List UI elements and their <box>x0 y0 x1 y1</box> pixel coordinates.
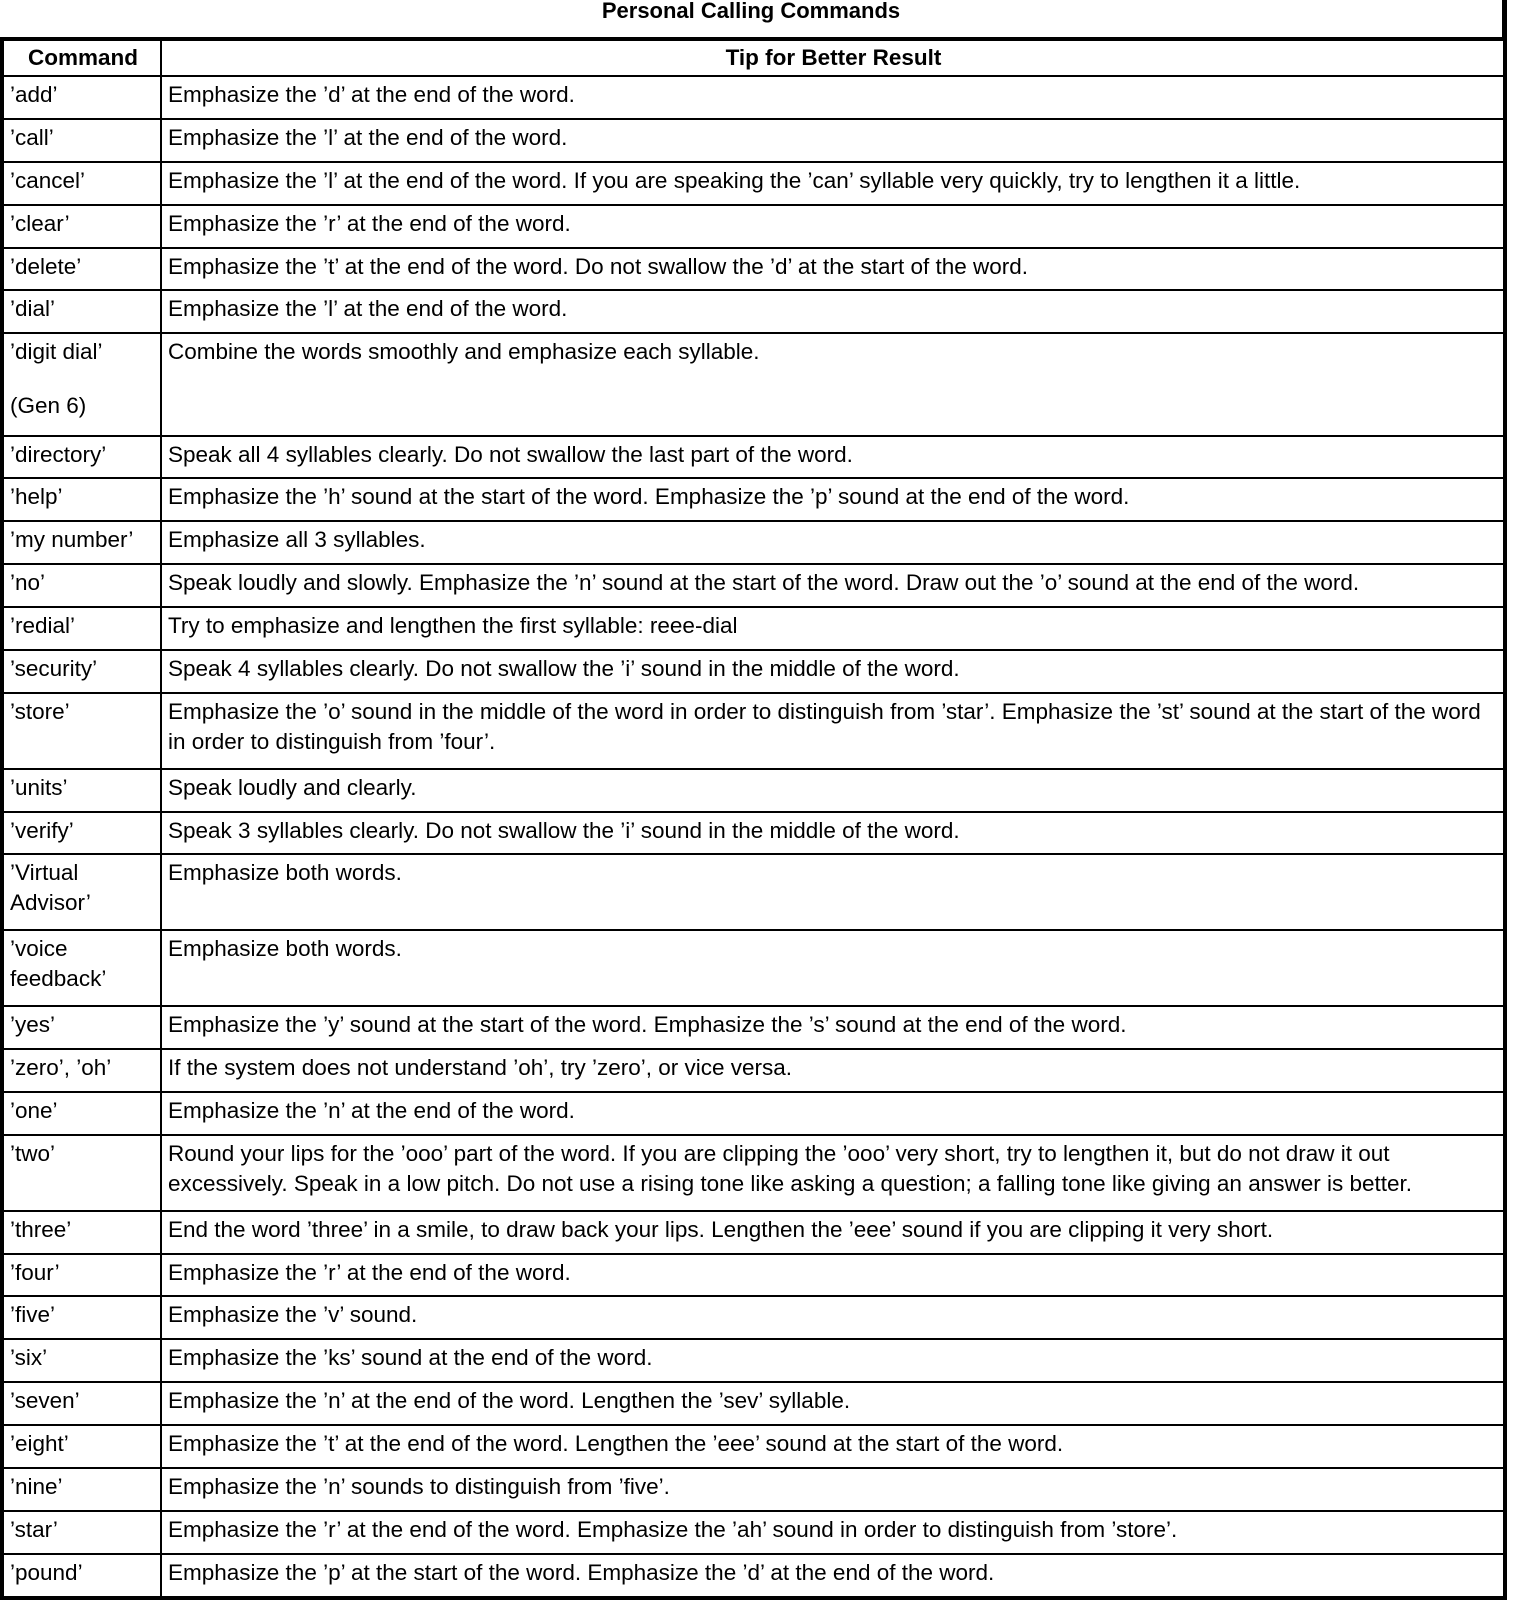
tip-cell: Emphasize both words. <box>161 930 1505 1006</box>
command-cell <box>2 1468 161 1511</box>
command-cell <box>2 1511 161 1554</box>
command-cell <box>2 1425 161 1468</box>
tip-cell: Emphasize the ’r’ at the end of the word. Emphasize the ’ah’ sound in order to distinguish from ’store’. <box>161 1511 1505 1554</box>
tip-cell: Emphasize the ’o’ sound in the middle of the word in order to distinguish from ’star’. Emphasize the ’st’ sound at the start of the word in order to distinguish from ’four’. <box>161 693 1505 769</box>
table-row <box>2 119 1505 162</box>
command-cell <box>2 1296 161 1339</box>
command-cell <box>2 1006 161 1049</box>
command-text: ’store’ <box>10 698 70 724</box>
command-text: ’security’ <box>10 655 98 681</box>
command-text: ’one’ <box>10 1097 58 1123</box>
command-cell <box>2 333 161 435</box>
tip-cell: Emphasize the ’d’ at the end of the word. <box>161 76 1505 119</box>
table-row <box>2 693 1505 769</box>
command-cell <box>2 248 161 291</box>
command-cell <box>2 290 161 333</box>
tip-cell: Speak 4 syllables clearly. Do not swallow the ’i’ sound in the middle of the word. <box>161 650 1505 693</box>
page-title: Personal Calling Commands <box>601 0 901 23</box>
tip-cell: Emphasize the ’p’ at the start of the word. Emphasize the ’d’ at the end of the word. <box>161 1554 1505 1598</box>
table-row <box>2 812 1505 855</box>
table-row <box>2 1468 1505 1511</box>
tip-cell: Emphasize the ’y’ sound at the start of the word. Emphasize the ’s’ sound at the end of the word. <box>161 1006 1505 1049</box>
command-cell <box>2 1092 161 1135</box>
command-cell <box>2 1554 161 1598</box>
tip-cell: Emphasize the ’t’ at the end of the word. Lengthen the ’eee’ sound at the start of the word. <box>161 1425 1505 1468</box>
tip-cell: Speak all 4 syllables clearly. Do not swallow the last part of the word. <box>161 436 1505 479</box>
table-row <box>2 1425 1505 1468</box>
commands-table <box>0 37 1507 1600</box>
tip-cell: Emphasize the ’r’ at the end of the word. <box>161 205 1505 248</box>
command-cell <box>2 769 161 812</box>
command-cell <box>2 521 161 564</box>
table-row <box>2 650 1505 693</box>
tip-cell: Emphasize the ’l’ at the end of the word. <box>161 290 1505 333</box>
command-text: ’add’ <box>10 82 58 107</box>
command-text: ’cancel’ <box>10 167 86 193</box>
tip-cell: Emphasize the ’r’ at the end of the word. <box>161 1254 1505 1297</box>
command-text: ’Virtual Advisor’ <box>10 860 91 916</box>
table-row <box>2 1554 1505 1598</box>
command-text: ’dial’ <box>10 296 56 322</box>
header-row <box>2 39 1505 76</box>
command-text: ’call’ <box>10 124 54 150</box>
command-text: ’delete’ <box>10 253 82 279</box>
table-row <box>2 1254 1505 1297</box>
command-text: ’verify’ <box>10 817 74 843</box>
table-row <box>2 248 1505 291</box>
tip-cell: End the word ’three’ in a smile, to draw back your lips. Lengthen the ’eee’ sound if you are clipping it very short. <box>161 1211 1505 1254</box>
command-text: ’three’ <box>10 1216 72 1242</box>
table-row <box>2 1339 1505 1382</box>
page-right-border <box>1502 0 1507 40</box>
command-cell <box>2 76 161 119</box>
table-row <box>2 1135 1505 1211</box>
table-row <box>2 1382 1505 1425</box>
table-row <box>2 1006 1505 1049</box>
table-row <box>2 854 1505 930</box>
command-text: ’two’ <box>10 1140 56 1166</box>
command-cell <box>2 564 161 607</box>
table-row <box>2 436 1505 479</box>
command-cell <box>2 1135 161 1211</box>
command-cell <box>2 930 161 1006</box>
command-cell <box>2 1049 161 1092</box>
command-text: ’star’ <box>10 1516 58 1542</box>
command-cell <box>2 1382 161 1425</box>
table-row <box>2 607 1505 650</box>
table-row <box>2 1296 1505 1339</box>
command-cell <box>2 812 161 855</box>
command-note: (Gen 6) <box>10 393 87 419</box>
command-text: ’help’ <box>10 484 63 510</box>
command-text: ’zero’, ’oh’ <box>10 1055 112 1081</box>
tip-cell: Emphasize both words. <box>161 854 1505 930</box>
table-row <box>2 1511 1505 1554</box>
command-text: ’units’ <box>10 774 68 800</box>
command-text: ’my number’ <box>10 527 134 553</box>
command-text: ’yes’ <box>10 1012 56 1038</box>
command-cell <box>2 162 161 205</box>
command-text: ’clear’ <box>10 210 70 236</box>
table-row <box>2 1211 1505 1254</box>
tip-cell: Emphasize the ’n’ sounds to distinguish from ’five’. <box>161 1468 1505 1511</box>
command-text: ’pound’ <box>10 1559 83 1585</box>
command-column-header: Command <box>2 39 161 76</box>
table-row <box>2 930 1505 1006</box>
command-text: ’nine’ <box>10 1473 63 1499</box>
tip-cell: Combine the words smoothly and emphasize each syllable. <box>161 333 1505 435</box>
tip-cell: If the system does not understand ’oh’, try ’zero’, or vice versa. <box>161 1049 1505 1092</box>
command-cell <box>2 854 161 930</box>
table-row <box>2 521 1505 564</box>
tip-cell: Speak loudly and clearly. <box>161 769 1505 812</box>
tip-cell: Emphasize the ’ks’ sound at the end of the word. <box>161 1339 1505 1382</box>
command-text: ’directory’ <box>10 441 107 467</box>
table-row <box>2 478 1505 521</box>
tip-cell: Emphasize the ’l’ at the end of the word. <box>161 119 1505 162</box>
command-text: ’four’ <box>10 1259 60 1285</box>
command-text: ’five’ <box>10 1302 56 1328</box>
command-cell <box>2 607 161 650</box>
tip-cell: Round your lips for the ’ooo’ part of the word. If you are clipping the ’ooo’ very short, try to lengthen it, but do not draw it out excessively. Speak in a low pitch. Do not use a rising tone like asking a question; a falling tone like giving an answer is better. <box>161 1135 1505 1211</box>
command-text: ’digit dial’ <box>10 339 103 365</box>
table-row <box>2 162 1505 205</box>
table-row <box>2 333 1505 435</box>
command-cell <box>2 650 161 693</box>
command-text: ’six’ <box>10 1345 48 1371</box>
table-row <box>2 290 1505 333</box>
tip-cell: Try to emphasize and lengthen the first syllable: reee-dial <box>161 607 1505 650</box>
command-text: ’voice feedback’ <box>10 936 107 992</box>
command-cell <box>2 1211 161 1254</box>
tip-cell: Emphasize the ’h’ sound at the start of the word. Emphasize the ’p’ sound at the end of the word. <box>161 478 1505 521</box>
table-row <box>2 1049 1505 1092</box>
tip-cell: Emphasize the ’l’ at the end of the word. If you are speaking the ’can’ syllable very quickly, try to lengthen it a little. <box>161 162 1505 205</box>
command-cell <box>2 119 161 162</box>
table-row <box>2 205 1505 248</box>
command-text: ’seven’ <box>10 1388 80 1414</box>
command-cell <box>2 1254 161 1297</box>
tip-cell: Emphasize the ’v’ sound. <box>161 1296 1505 1339</box>
tip-cell: Speak 3 syllables clearly. Do not swallow the ’i’ sound in the middle of the word. <box>161 812 1505 855</box>
command-cell <box>2 693 161 769</box>
tip-column-header: Tip for Better Result <box>161 39 1505 76</box>
table-row <box>2 1092 1505 1135</box>
tip-cell: Emphasize the ’t’ at the end of the word. Do not swallow the ’d’ at the start of the word. <box>161 248 1505 291</box>
table-row <box>2 564 1505 607</box>
command-text: ’no’ <box>10 570 46 596</box>
command-cell <box>2 1339 161 1382</box>
tip-cell: Emphasize the ’n’ at the end of the word. <box>161 1092 1505 1135</box>
table-row <box>2 769 1505 812</box>
command-text: ’redial’ <box>10 613 76 639</box>
command-cell <box>2 205 161 248</box>
tip-cell: Speak loudly and slowly. Emphasize the ’n’ sound at the start of the word. Draw out the ’o’ sound at the end of the word. <box>161 564 1505 607</box>
tip-cell: Emphasize all 3 syllables. <box>161 521 1505 564</box>
command-cell <box>2 436 161 479</box>
table-row <box>2 76 1505 119</box>
tip-cell: Emphasize the ’n’ at the end of the word. Lengthen the ’sev’ syllable. <box>161 1382 1505 1425</box>
command-text: ’eight’ <box>10 1431 69 1457</box>
command-cell <box>2 478 161 521</box>
